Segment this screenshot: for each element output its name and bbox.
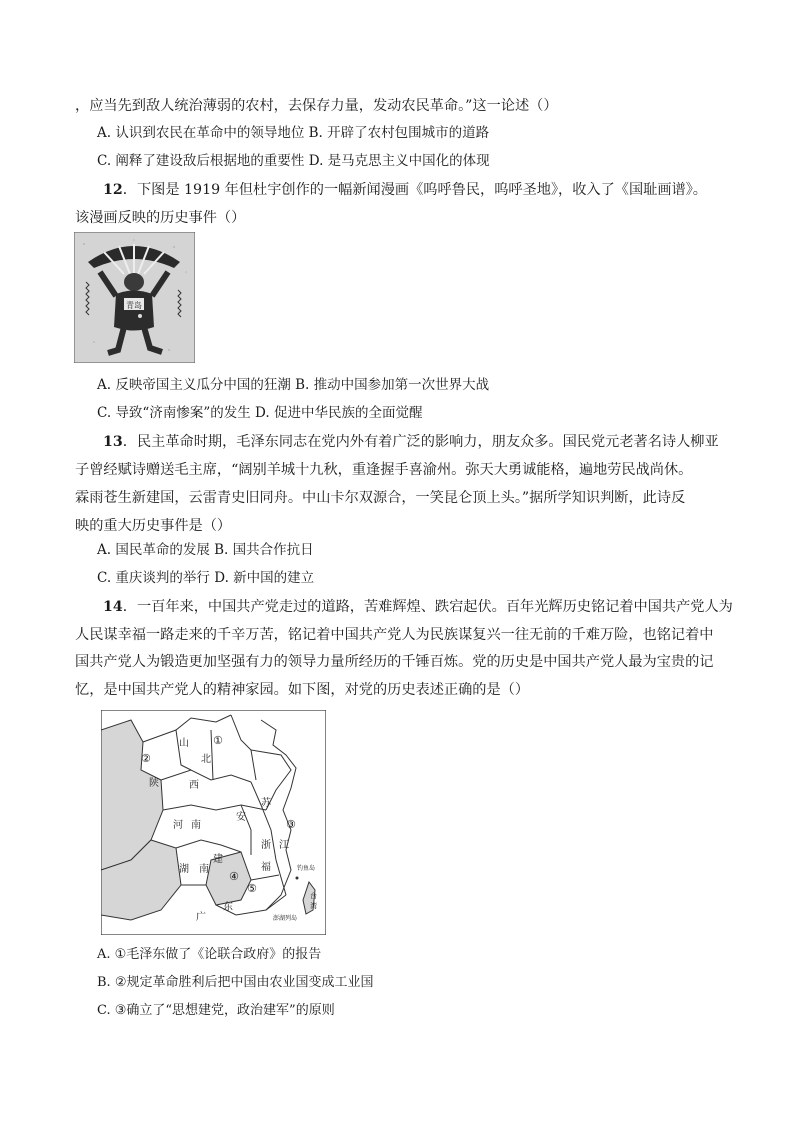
map-label-gan: 陕: [149, 778, 159, 789]
map-label-an: 安: [236, 812, 246, 823]
map-label-wei: 南: [199, 864, 209, 875]
map-label-zhe: 浙: [261, 840, 271, 851]
q14-option-b[interactable]: B. ②规定革命胜利后把中国由农业国变成工业国: [97, 975, 374, 990]
map-label-penghu: 澎湖列岛: [273, 915, 298, 922]
q12-number: 12: [103, 182, 123, 198]
q13-option-cd[interactable]: C. 重庆谈判的举行 D. 新中国的建立: [97, 570, 315, 586]
q14-stem-text1: ．一百年来，中国共产党走过的道路，苦难辉煌、跌宕起伏。百年光辉历史铭记着中国共产党人为: [122, 599, 733, 615]
q14-map-image: [101, 710, 326, 935]
map-label-he: 河: [173, 820, 183, 831]
q14-option-a[interactable]: A. ①毛泽东做了《论联合政府》的报告: [97, 947, 322, 962]
map-marker-3: ③: [286, 818, 296, 831]
q14-option-c[interactable]: C. ③确立了“思想建党，政治建军”的原则: [97, 1003, 335, 1018]
map-label-dong: 东: [223, 902, 233, 913]
q12-stem-text: ．下图是 1919 年但杜宇创作的一幅新闻漫画《呜呼鲁民，呜呼圣地》，收入了《国耻画谱》。: [122, 182, 707, 198]
q11-stem-tail: ，应当先到敌人统治薄弱的农村，去保存力量，发动农民革命。”这一论述（）: [75, 98, 558, 114]
q13-stem-line4: 映的重大历史事件是（）: [75, 518, 232, 534]
china-map: [101, 710, 326, 935]
map-label-guang: 广: [196, 912, 206, 923]
q14-stem-line2: 人民谋幸福一路走来的千辛万苦，铭记着中国共产党人为民族谋复兴一往无前的千难万险，也铭记着中: [75, 627, 714, 643]
q11-option-cd[interactable]: C. 阐释了建设敌后根据地的重要性 D. 是马克思主义中国化的体现: [97, 153, 490, 169]
q13-stem-line2: 子曾经赋诗赠送毛主席，“阔别羊城十九秋，重逢握手喜渝州。弥天大勇诚能格，遍地劳民战尚休。: [75, 462, 693, 478]
q13-stem-line3: 霖雨苍生新建国，云雷青史旧同舟。中山卡尔双源合，一笑昆仑顶上头。”据所学知识判断，此诗反: [75, 490, 686, 506]
map-marker-1: ①: [213, 734, 223, 747]
map-marker-2: ②: [141, 752, 151, 765]
map-label-nan: 南: [191, 820, 201, 831]
map-label-jian: 建: [213, 854, 223, 865]
cartoon-chest-label: 青岛: [126, 301, 142, 310]
map-label-xi: 西: [189, 780, 199, 791]
map-marker-4: ④: [229, 870, 239, 883]
map-label-bei: 北: [201, 754, 211, 765]
q11-option-ab[interactable]: A. 认识到农民在革命中的领导地位 B. 开辟了农村包围城市的道路: [97, 125, 490, 141]
q12-option-ab[interactable]: A. 反映帝国主义瓜分中国的狂潮 B. 推动中国参加第一次世界大战: [97, 377, 490, 393]
q12-stem-line2: 该漫画反映的历史事件（）: [75, 210, 246, 226]
map-label-wan: 湾: [310, 902, 317, 910]
q14-stem-line4: 忆，是中国共产党人的精神家园。如下图，对党的历史表述正确的是（）: [75, 682, 530, 698]
cartoon-drawing: [74, 232, 195, 363]
map-label-jiang: 江: [279, 840, 289, 851]
q14-stem-line3: 国共产党人为锻造更加坚强有力的领导力量所经历的千锤百炼。党的历史是中国共产党人最为宝贵的记: [75, 654, 714, 670]
q12-cartoon-image: [74, 232, 195, 363]
map-label-tai: 台: [310, 892, 317, 900]
map-label-su: 苏: [261, 798, 271, 809]
map-label-fu: 福: [261, 862, 271, 873]
q14-number: 14: [103, 599, 123, 615]
q13-stem-text1: ．民主革命时期，毛泽东同志在党内外有着广泛的影响力，朋友众多。国民党元老著名诗人柳亚: [122, 434, 719, 450]
map-label-hu: 湖: [179, 864, 189, 875]
q13-option-ab[interactable]: A. 国民革命的发展 B. 国共合作抗日: [97, 542, 314, 558]
q14-stem-line1: [103, 598, 733, 616]
q13-number: 13: [103, 434, 123, 450]
map-label-diaoyu: 钓鱼岛: [297, 865, 316, 872]
q13-stem-line1: [103, 433, 719, 451]
map-label-shan: 山: [179, 738, 189, 749]
q12-stem-line1: [103, 181, 707, 199]
q12-option-cd[interactable]: C. 导致“济南惨案”的发生 D. 促进中华民族的全面觉醒: [97, 405, 423, 421]
map-marker-5: ⑤: [247, 882, 257, 895]
